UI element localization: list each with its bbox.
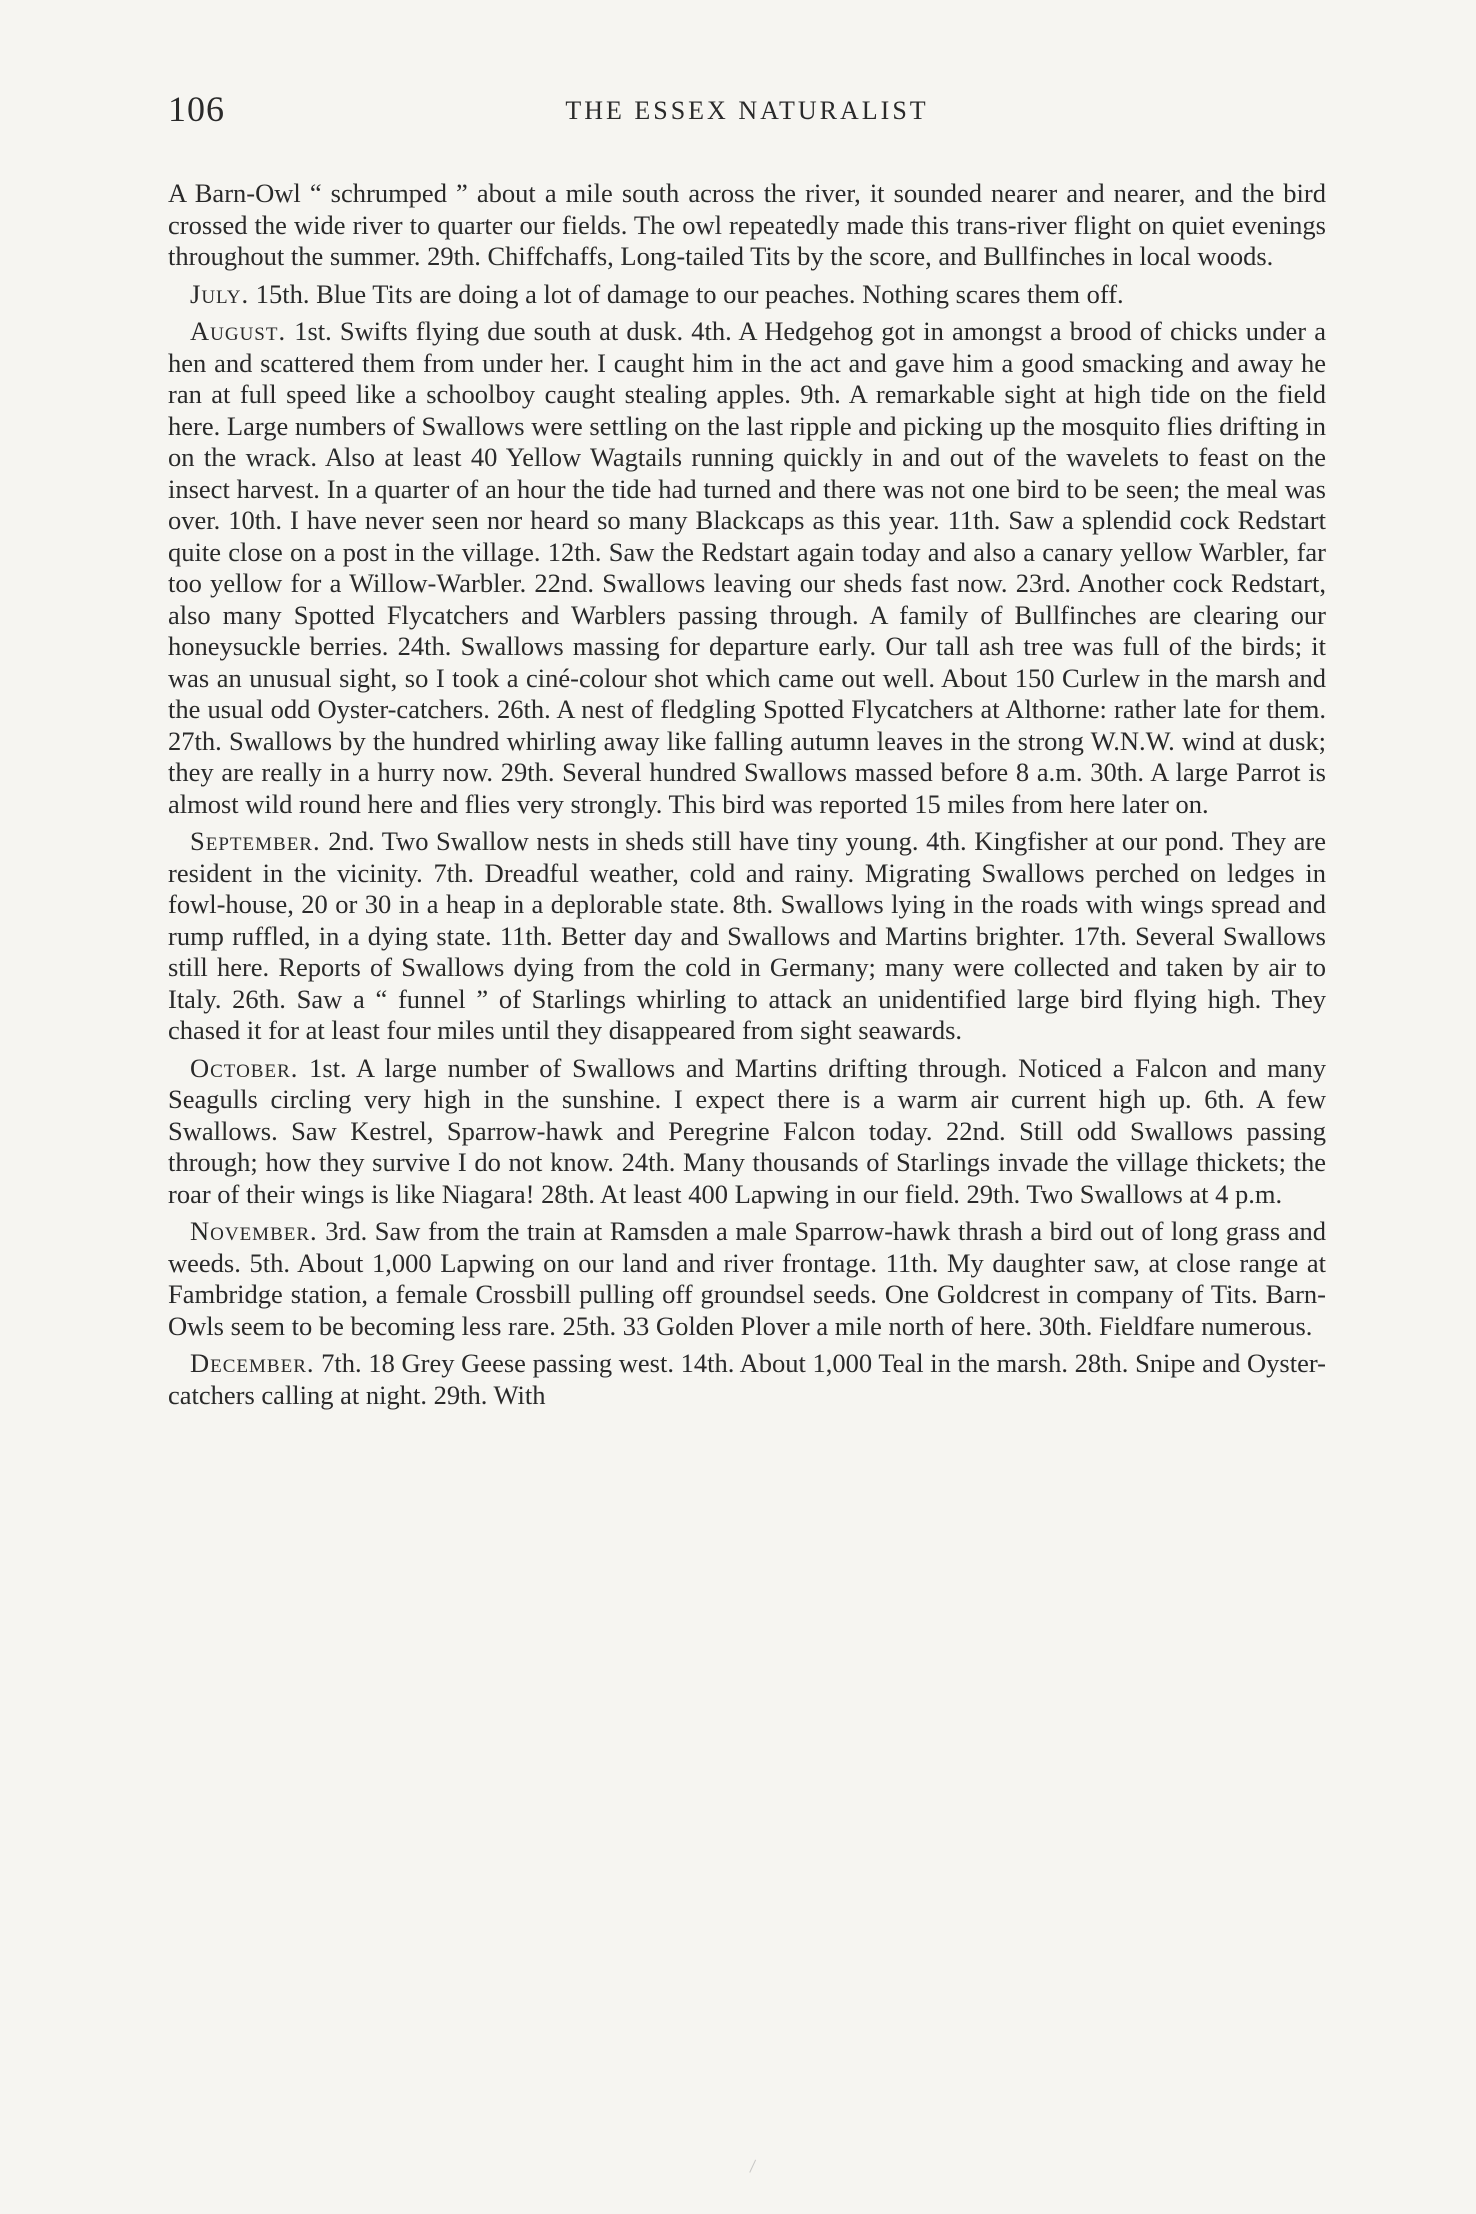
paragraph-september <box>168 826 1326 1047</box>
paragraph-july <box>168 279 1326 311</box>
paragraph-text: A Barn-Owl “ schrumped ” about a mile south across the river, it sounded nearer and nearer, and the bird crossed the wide river to quarter our fields. The owl repeatedly made this trans-river flight on quiet evenings throughout the summer. 29th. Chiffchaffs, Long-tailed Tits by the score, and Bullfinches in local woods. <box>168 178 1326 271</box>
page-speck <box>749 2160 759 2175</box>
paragraph-august <box>168 316 1326 820</box>
paragraph-october <box>168 1053 1326 1211</box>
paragraph-text: 1st. A large number of Swallows and Martins drifting through. Noticed a Falcon and many Seagulls circling very high in the sunshine. I expect there is a warm air current high up. 6th. A few Swallows. Saw Kestrel, Sparrow-hawk and Peregrine Falcon today. 22nd. Still odd Swallows passing through; how they survive I do not know. 24th. Many thousands of Starlings invade the village thickets; the roar of their wings is like Niagara! 28th. At least 400 Lapwing in our field. 29th. Two Swallows at 4 p.m. <box>168 1052 1326 1209</box>
article-body <box>168 178 1326 1417</box>
month-heading: December. <box>190 1348 315 1378</box>
paragraph-text: 2nd. Two Swallow nests in sheds still have tiny young. 4th. Kingfisher at our pond. They are resident in the vicinity. 7th. Dreadful weather, cold and rainy. Migrating Swallows perched on ledges in fowl-house, 20 or 30 in a heap in a deplorable state. 8th. Swallows lying in the roads with wings spread and rump ruffled, in a dying state. 11th. Better day and Swallows and Martins brighter. 17th. Several Swallows still here. Reports of Swallows dying from the cold in Germany; many were collected and taken by air to Italy. 26th. Saw a “ funnel ” of Starlings whirling to attack an unidentified large bird flying high. They chased it for at least four miles until they disappeared from sight seawards. <box>168 826 1326 1045</box>
month-heading: August. <box>190 316 287 346</box>
running-title: THE ESSEX NATURALIST <box>565 96 929 125</box>
month-heading: November. <box>190 1216 318 1246</box>
paragraph-text: 7th. 18 Grey Geese passing west. 14th. About 1,000 Teal in the marsh. 28th. Snipe and Oyster-catchers calling at night. 29th. With <box>168 1348 1326 1410</box>
page-header <box>168 88 1326 138</box>
paragraph-november <box>168 1216 1326 1342</box>
paragraph-continuation <box>168 178 1326 273</box>
month-heading: October. <box>190 1052 299 1083</box>
paragraph-text: 1st. Swifts flying due south at dusk. 4th. A Hedgehog got in amongst a brood of chicks under a hen and scattered them from under her. I caught him in the act and gave him a good smacking and away he ran at full speed like a schoolboy caught stealing apples. 9th. A remarkable sight at high tide on the field here. Large numbers of Swallows were settling on the last ripple and picking up the mosquito flies drifting in on the wrack. Also at least 40 Yellow Wagtails running quickly in and out of the wavelets to feast on the insect harvest. In a quarter of an hour the tide had turned and there was not one bird to be seen; the meal was over. 10th. I have never seen nor heard so many Blackcaps as this year. 11th. Saw a splendid cock Redstart quite close on a post in the village. 12th. Saw the Redstart again today and also a canary yellow Warbler, far too yellow for a Willow-Warbler. 22nd. Swallows leaving our sheds fast now. 23rd. Another cock Redstart, also many Spotted Flycatchers and Warblers passing through. A family of Bullfinches are clearing our honeysuckle berries. 24th. Swallows massing for departure early. Our tall ash tree was full of the birds; it was an unusual sight, so I took a ciné-colour shot which came out well. About 150 Curlew in the marsh and the usual odd Oyster-catchers. 26th. A nest of fledgling Spotted Flycatchers at Althorne: rather late for them. 27th. Swallows by the hundred whirling away like falling autumn leaves in the strong W.N.W. wind at dusk; they are really in a hurry now. 29th. Several hundred Swallows massed before 8 a.m. 30th. A large Parrot is almost wild round here and flies very strongly. This bird was reported 15 miles from here later on. <box>168 316 1326 819</box>
month-heading: July. <box>190 278 250 309</box>
paragraph-text: 15th. Blue Tits are doing a lot of damage to our peaches. Nothing scares them off. <box>249 278 1124 309</box>
page-number: 106 <box>168 89 225 129</box>
paragraph-text: 3rd. Saw from the train at Ramsden a male Sparrow-hawk thrash a bird out of long grass and weeds. 5th. About 1,000 Lapwing on our land and river frontage. 11th. My daughter saw, at close range at Fambridge station, a female Crossbill pulling off groundsel seeds. One Goldcrest in company of Tits. Barn-Owls seem to be becoming less rare. 25th. 33 Golden Plover a mile north of here. 30th. Fieldfare numerous. <box>168 1216 1326 1341</box>
month-heading: September. <box>190 826 321 856</box>
paragraph-december <box>168 1348 1326 1411</box>
